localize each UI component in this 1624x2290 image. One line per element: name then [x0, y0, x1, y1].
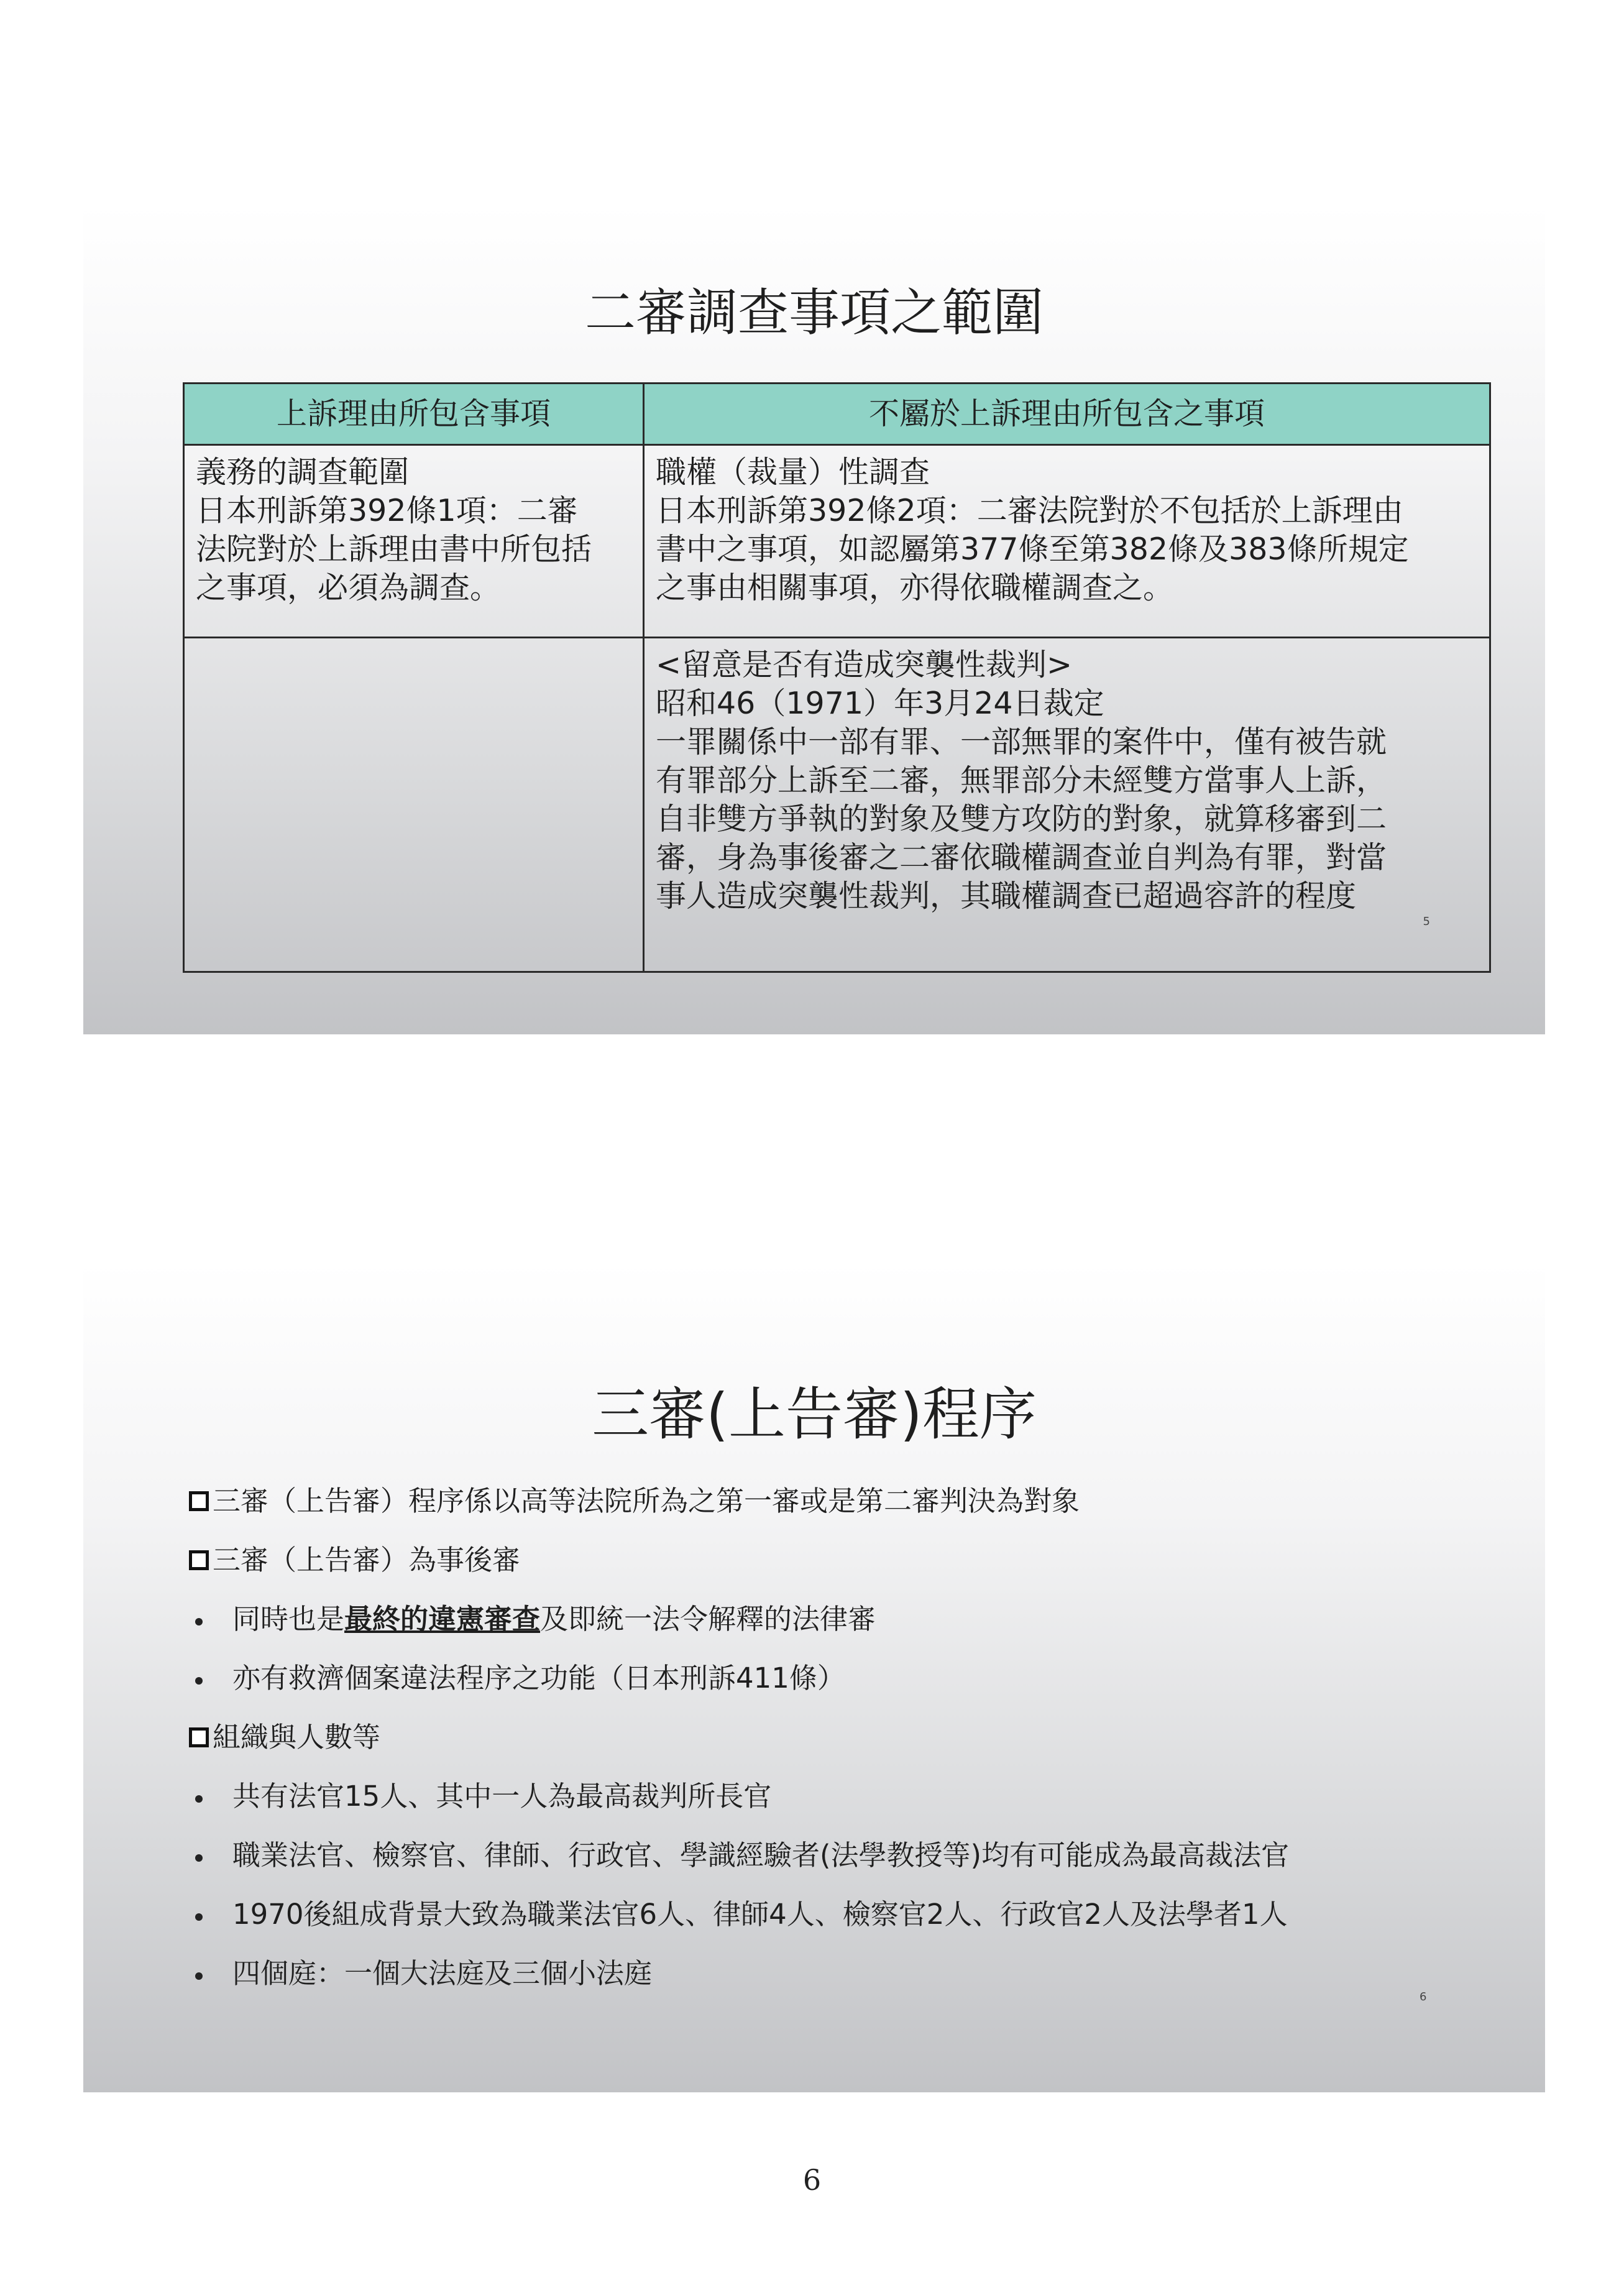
- cell-line: 之事由相關事項，亦得依職權調查之。: [656, 570, 1174, 605]
- slide-number: 5: [1423, 915, 1430, 928]
- cell-line: 職權（裁量）性調查: [656, 454, 930, 490]
- slide-title: 三審(上告審)程序: [592, 1381, 1037, 1448]
- slide-number: 6: [1420, 1990, 1427, 2003]
- cell-line: 有罪部分上訴至二審，無罪部分未經雙方當事人上訴，: [656, 763, 1387, 798]
- table-row: [184, 445, 1490, 638]
- list-item: 組織與人數等: [189, 1720, 1494, 1779]
- cell-line: 之事項，必須為調查。: [196, 570, 501, 605]
- slide-title: 二審調查事項之範圍: [584, 283, 1044, 343]
- scope-table: [183, 382, 1491, 973]
- cell-case-note: [644, 638, 1490, 972]
- list-item: 職業法官、檢察官、律師、行政官、學識經驗者(法學教授等)均有可能成為最高裁法官: [189, 1838, 1494, 1897]
- table-header-row: [184, 384, 1490, 445]
- cell-line: 自非雙方爭執的對象及雙方攻防的對象，就算移審到二: [656, 801, 1387, 837]
- table-row: [184, 638, 1490, 972]
- slide-5: [83, 205, 1545, 1034]
- cell-line: 昭和46（1971）年3月24日裁定: [656, 686, 1104, 721]
- cell-mandatory-scope: [184, 445, 644, 638]
- cell-line: 審，身為事後審之二審依職權調查並自判為有罪，對當: [656, 840, 1387, 875]
- content-list: [189, 1484, 1494, 2015]
- cell-line: 日本刑訴第392條1項：二審: [196, 493, 578, 528]
- cell-line: 一罪關係中一部有罪、一部無罪的案件中，僅有被告就: [656, 724, 1387, 760]
- text-suffix: 及即統一法令解釋的法律審: [540, 1603, 876, 1635]
- page-number: 6: [802, 2163, 822, 2197]
- cell-line: 書中之事項，如認屬第377條至第382條及383條所規定: [656, 531, 1409, 567]
- slide-6: [83, 1263, 1545, 2092]
- list-item: 亦有救濟個案違法程序之功能（日本刑訴411條）: [189, 1661, 1494, 1720]
- cell-discretionary-scope: [644, 445, 1490, 638]
- cell-line: 事人造成突襲性裁判，其職權調查已超過容許的程度: [656, 878, 1357, 914]
- header-non-appeal-reason-items: 不屬於上訴理由所包含之事項: [644, 384, 1490, 445]
- cell-empty: [184, 638, 644, 972]
- list-item: 三審（上告審）為事後審: [189, 1543, 1494, 1602]
- list-item: 1970後組成背景大致為職業法官6人、律師4人、檢察官2人、行政官2人及法學者1人: [189, 1897, 1494, 1956]
- list-item: [189, 1602, 1494, 1661]
- cell-line: 義務的調查範圍: [196, 454, 410, 490]
- list-item: 三審（上告審）程序係以高等法院所為之第一審或是第二審判決為對象: [189, 1484, 1494, 1543]
- cell-line: 法院對於上訴理由書中所包括: [196, 531, 592, 567]
- header-appeal-reason-items: 上訴理由所包含事項: [184, 384, 644, 445]
- list-item: 共有法官15人、其中一人為最高裁判所長官: [189, 1779, 1494, 1838]
- emphasis-text: 最終的違憲審查: [344, 1603, 541, 1635]
- cell-line: 日本刑訴第392條2項：二審法院對於不包括於上訴理由: [656, 493, 1403, 528]
- text-prefix: 同時也是: [232, 1603, 345, 1635]
- cell-line: <留意是否有造成突襲性裁判>: [656, 647, 1073, 683]
- list-item: 四個庭：一個大法庭及三個小法庭: [189, 1956, 1494, 2015]
